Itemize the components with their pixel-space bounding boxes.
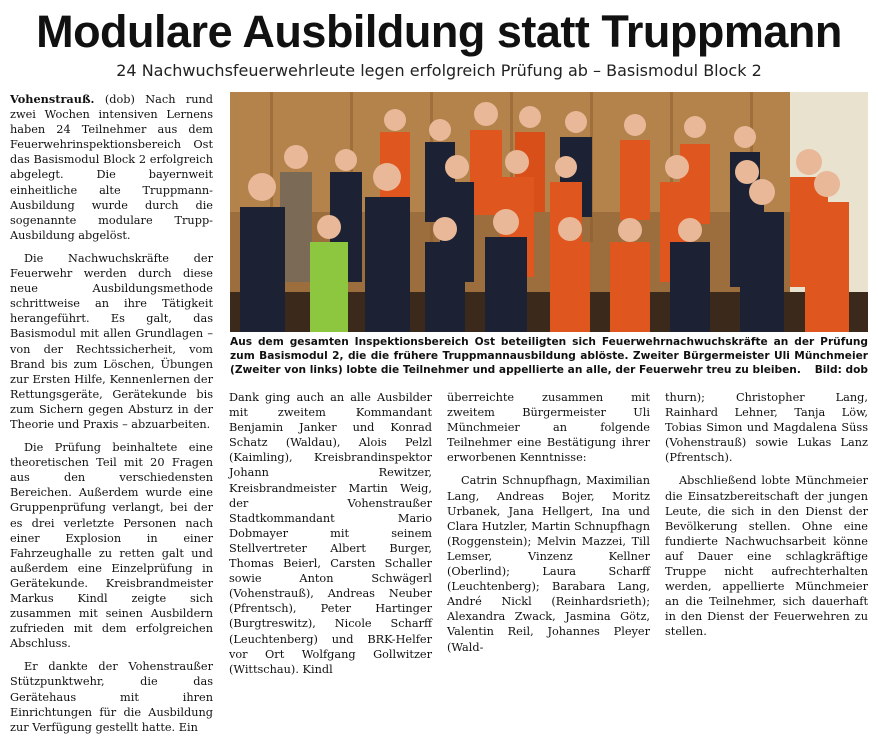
article-paragraph: überreichte zusammen mit zweitem Bürgermeister Uli Münchmeier an folgende Teilnehmer eine Bestätigung ihrer erworbenen Kenntnisse: xyxy=(447,391,650,465)
article-paragraph: Abschließend lobte Münchmeier die Einsatzbereitschaft der jungen Leute, die sich in den Dienst der Bevölkerung stellen. Ohne eine fundierte Nachwuchsarbeit könne auf Dauer eine schlagkräftige Truppe nicht aufrechterhalten werden, appellierte Münchmeier an die Teilnehmer, sich dauerhaft in den Dienst der Feuerwehren zu stellen. xyxy=(665,474,868,639)
paragraph-text: (dob) Nach rund zwei Wochen intensiven Lernens haben 24 Teilnehmer aus dem Feuerwehrinspektionsbereich Ost das Basismodul Block 2 erfolgreich abgelegt. Die bayernweit einheitliche alte Truppmann-Ausbildung wurde durch die sogenannte modulare Trupp-Ausbildung abgelöst. xyxy=(10,93,214,242)
article-paragraph: Dank ging auch an alle Ausbilder mit zweitem Kommandant Benjamin Janker und Konrad Schatz (Waldau), Alois Pelzl (Kaimling), Kreisbrandinspektor Johann Rewitzer, Kreisbrandmeister Martin Weig, der Vohenstraußer Stadtkommandant Mario Dobmayer mit seinem Stellvertreter Albert Burger, Thomas Beierl, Carsten Schaller sowie Anton Schwägerl (Vohenstrauß), Andreas Neuber (Pfrentsch), Peter Hartinger (Burgtreswitz), Nicole Scharff (Leuchtenberg) und BRK-Helfer vor Ort Wolfgang Gollwitzer (Wittschau). Kindl xyxy=(229,391,432,676)
photo-credit: Bild: dob xyxy=(814,364,868,376)
article-column-1 xyxy=(10,92,213,743)
article-column-3 xyxy=(447,390,650,663)
caption-text: Aus dem gesamten Inspektionsbereich Ost beteiligten sich Feuerwehrnachwuchskräfte an der Prüfung zum Basismodul 2, die die frühere Truppmannausbildung ablöste. Zweiter Bürgermeister Uli Münchmeier (Zweiter von links) lobte die Teilnehmer und appellierte an alle, der Feuerwehr treu zu bleiben. xyxy=(230,336,868,376)
photo-caption xyxy=(230,335,868,377)
group-photo-illustration xyxy=(230,92,868,332)
article-headline: Modulare Ausbildung statt Truppmann xyxy=(36,6,842,57)
article-paragraph: thurn); Christopher Lang, Rainhard Lehner, Tanja Löw, Tobias Simon und Magdalena Süss (Vohenstrauß) sowie Lukas Lanz (Pfrentsch). xyxy=(665,391,868,465)
article-subheadline: 24 Nachwuchsfeuerwehrleute legen erfolgreich Prüfung ab – Basismodul Block 2 xyxy=(116,61,762,80)
dateline: Vohenstrauß. xyxy=(10,92,95,106)
article-paragraph: Er dankte der Vohenstraußer Stützpunktwehr, die das Gerätehaus mit ihren Einrichtungen für die Ausbildung zur Verfügung gestellt hatte. Ein xyxy=(10,660,213,734)
article-paragraph: Catrin Schnupfhagn, Maximilian Lang, Andreas Bojer, Moritz Urbanek, Jana Hellgert, Ina und Clara Hutzler, Martin Schnupfhagn (Roggenstein); Melvin Mazzei, Till Lemser, Vinzenz Kellner (Oberlind); Laura Scharff (Leuchtenberg); Barabara Lang, André Nickl (Reinhardsrieth); Alexandra Zwack, Jasmina Götz, Valentin Reil, Johannes Pleyer (Wald- xyxy=(447,474,650,654)
article-paragraph: Die Nachwuchskräfte der Feuerwehr werden durch diese neue Ausbildungsmethode schrittweise an ihre Tätigkeit herangeführt. Es galt, das Basismodul mit allen Grundlagen – von der Rechtssicherheit, vom Brand bis zum Löschen, Übungen zur Ersten Hilfe, Kennenlernen der Rettungsgeräte, Gerätekunde bis zum Sichern gegen Absturz in der Theorie und Praxis – abzuarbeiten. xyxy=(10,251,213,431)
article-column-4 xyxy=(665,390,868,648)
article-paragraph: Die Prüfung beinhaltete eine theoretischen Teil mit 20 Fragen aus den verschiedensten Bereichen. Außerdem wurde eine Gruppenprüfung verlangt, bei der es drei verletzte Personen nach einer Explosion in einer Fahrzeughalle zu retten galt und außerdem eine Einzelprüfung in Gerätekunde. Kreisbrandmeister Markus Kindl zeigte sich zusammen mit seinen Ausbildern zufrieden mit dem erfolgreichen Abschluss. xyxy=(10,441,213,651)
article-column-2 xyxy=(229,390,432,685)
group-photo xyxy=(230,92,868,332)
article-paragraph xyxy=(10,92,213,243)
